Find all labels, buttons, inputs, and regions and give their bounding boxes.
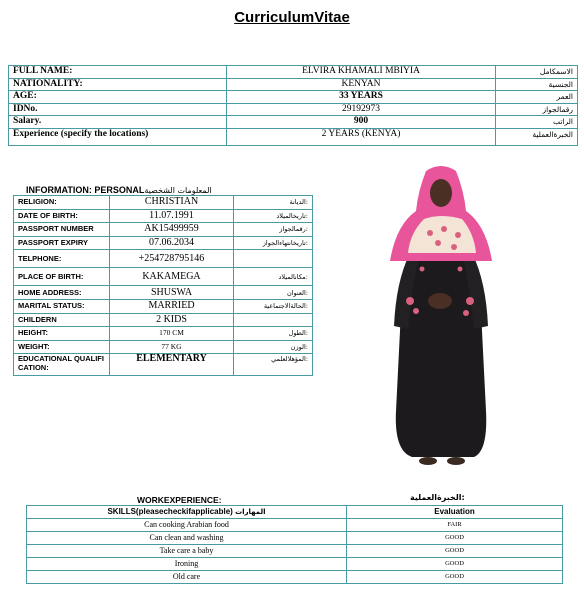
skills-header-ar: المهارات xyxy=(235,508,266,516)
table-row xyxy=(14,196,313,210)
evaluation-cell: GOOD xyxy=(347,545,563,558)
table-row xyxy=(27,545,563,558)
nationality-ar: الجنسية xyxy=(496,78,578,91)
skill-cell: Old care xyxy=(27,571,347,584)
face xyxy=(430,179,452,207)
table-row xyxy=(14,313,313,327)
height-value: 170 CM xyxy=(110,327,234,341)
weight-label: WEIGHT: xyxy=(14,340,110,354)
religion-ar: الديانة: xyxy=(234,196,313,210)
height-ar: الطول: xyxy=(234,327,313,341)
skill-cell: Can cooking Arabian food xyxy=(27,519,347,532)
evaluation-cell: GOOD xyxy=(347,558,563,571)
education-ar: المؤهلالعلمي: xyxy=(234,354,313,376)
passport-expiry-ar: تاريخانتهاءالجواز: xyxy=(234,236,313,250)
passport-expiry-label: PASSPORT EXPIRY xyxy=(14,236,110,250)
education-label: EDUCATIONAL QUALIFI CATION: xyxy=(14,354,110,376)
height-label: HEIGHT: xyxy=(14,327,110,341)
evaluation-cell: GOOD xyxy=(347,571,563,584)
passport-ar: رقمالجواز: xyxy=(234,223,313,237)
table-row xyxy=(14,286,313,300)
address-label: HOME ADDRESS: xyxy=(14,286,110,300)
experience-ar: الخبرةالعملية xyxy=(496,128,578,145)
pob-value: KAKAMEGA xyxy=(110,268,234,286)
salary-value: 900 xyxy=(227,116,496,129)
table-row xyxy=(9,128,578,145)
skills-header-en: SKILLS(pleasecheckifapplicable) xyxy=(107,507,233,516)
marital-label: MARITAL STATUS: xyxy=(14,299,110,313)
id-label: IDNo. xyxy=(9,103,227,116)
table-row xyxy=(14,268,313,286)
table-row xyxy=(9,66,578,79)
personal-section-heading xyxy=(26,185,212,195)
feet xyxy=(419,457,437,465)
weight-value: 77 KG xyxy=(110,340,234,354)
summary-table xyxy=(8,65,578,146)
salary-label: Salary. xyxy=(9,116,227,129)
dob-label: DATE OF BIRTH: xyxy=(14,209,110,223)
skill-cell: Can clean and washing xyxy=(27,532,347,545)
phone-value: +254728795146 xyxy=(110,250,234,268)
passport-value: AK15499959 xyxy=(110,223,234,237)
dob-value: 11.07.1991 xyxy=(110,209,234,223)
table-row xyxy=(14,340,313,354)
table-header-row xyxy=(27,506,563,519)
candidate-photo xyxy=(382,161,500,471)
address-value: SHUSWA xyxy=(110,286,234,300)
religion-label: RELIGION: xyxy=(14,196,110,210)
education-value: ELEMENTARY xyxy=(110,354,234,376)
experience-label: Experience (specify the locations) xyxy=(9,128,227,145)
children-value: 2 KIDS xyxy=(110,313,234,327)
children-label: CHILDERN xyxy=(14,313,110,327)
table-row xyxy=(14,209,313,223)
passport-label: PASSPORT NUMBER xyxy=(14,223,110,237)
table-row xyxy=(9,91,578,104)
table-row xyxy=(9,78,578,91)
personal-heading-en: INFORMATION: PERSONAL xyxy=(26,185,145,195)
table-row xyxy=(14,236,313,250)
work-experience-heading-ar: الخبرةالعملية: xyxy=(410,493,465,502)
full-name-value: ELVIRA KHAMALI MBIYIA xyxy=(227,66,496,79)
weight-ar: الوزن: xyxy=(234,340,313,354)
table-row xyxy=(27,558,563,571)
hands xyxy=(428,293,452,309)
skill-cell: Take care a baby xyxy=(27,545,347,558)
age-value: 33 YEARS xyxy=(227,91,496,104)
marital-ar: الحالةالاجتماعية: xyxy=(234,299,313,313)
pob-ar: مكانالميلاد: xyxy=(234,268,313,286)
id-ar: رقمالجواز xyxy=(496,103,578,116)
evaluation-cell: FAIR xyxy=(347,519,563,532)
table-row xyxy=(27,532,563,545)
age-label: AGE: xyxy=(9,91,227,104)
passport-expiry-value: 07.06.2034 xyxy=(110,236,234,250)
evaluation-cell: GOOD xyxy=(347,532,563,545)
table-row xyxy=(9,116,578,129)
phone-ar xyxy=(234,250,313,268)
age-ar: العمر xyxy=(496,91,578,104)
skills-table xyxy=(26,505,563,584)
personal-table xyxy=(13,195,313,376)
skill-cell: Ironing xyxy=(27,558,347,571)
dob-ar: تاريخالميلاد: xyxy=(234,209,313,223)
full-name-label: FULL NAME: xyxy=(9,66,227,79)
table-row xyxy=(14,354,313,376)
nationality-label: NATIONALITY: xyxy=(9,78,227,91)
experience-value: 2 YEARS (KENYA) xyxy=(227,128,496,145)
pob-label: PLACE OF BIRTH: xyxy=(14,268,110,286)
table-row xyxy=(27,571,563,584)
skills-header xyxy=(27,506,347,519)
table-row xyxy=(9,103,578,116)
personal-heading-ar: المعلومات الشخصية xyxy=(144,186,212,195)
address-ar: العنوان: xyxy=(234,286,313,300)
salary-ar: الراتب xyxy=(496,116,578,129)
table-row xyxy=(14,223,313,237)
table-row xyxy=(14,250,313,268)
id-value: 29192973 xyxy=(227,103,496,116)
religion-value: CHRISTIAN xyxy=(110,196,234,210)
table-row xyxy=(27,519,563,532)
evaluation-header: Evaluation xyxy=(347,506,563,519)
children-ar xyxy=(234,313,313,327)
table-row xyxy=(14,299,313,313)
nationality-value: KENYAN xyxy=(227,78,496,91)
phone-label: TELPHONE: xyxy=(14,250,110,268)
work-experience-heading: WORKEXPERIENCE: xyxy=(137,495,222,505)
full-name-ar: الاسمكامل xyxy=(496,66,578,79)
table-row xyxy=(14,327,313,341)
marital-value: MARRIED xyxy=(110,299,234,313)
page-title: CurriculumVitae xyxy=(234,9,350,26)
